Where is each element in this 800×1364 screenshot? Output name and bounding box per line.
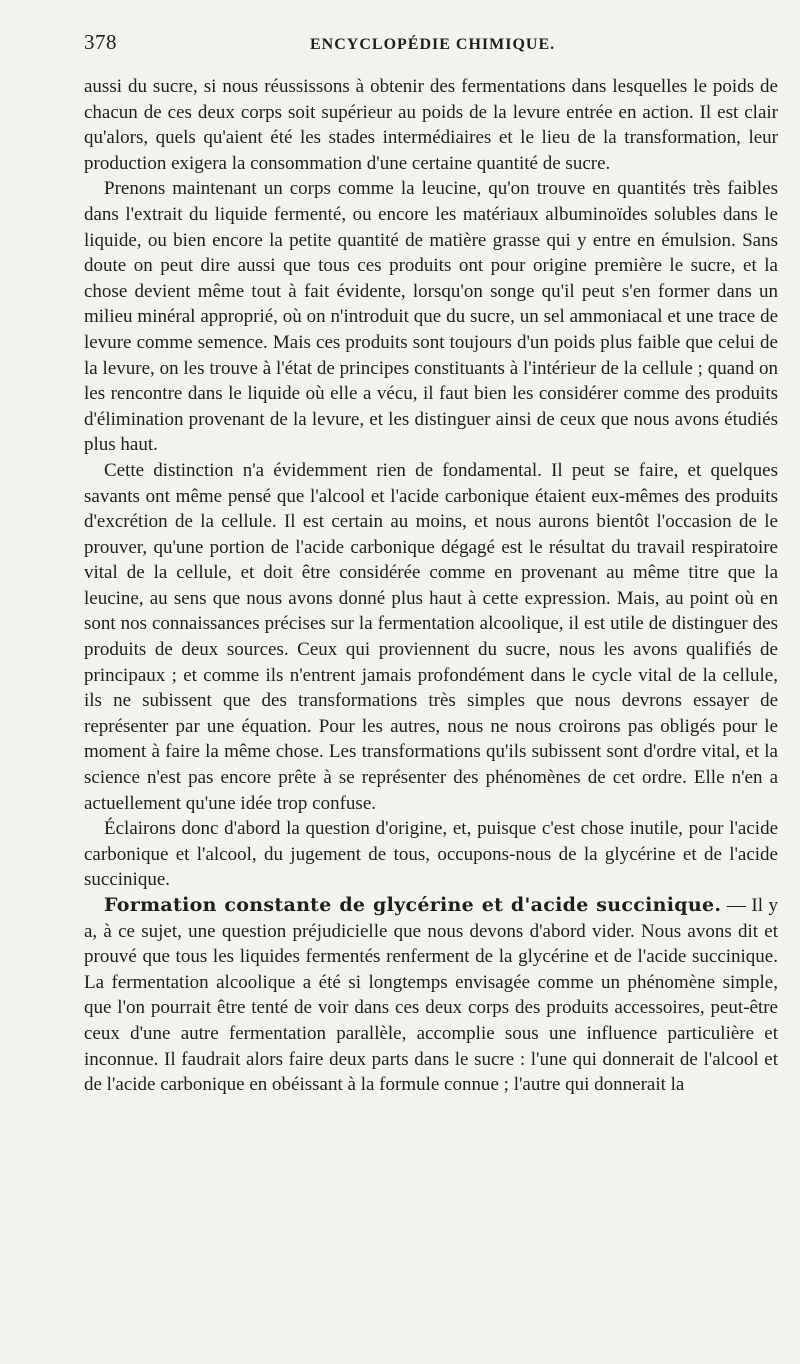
section-text: Il y a, à ce sujet, une question préjudicielle que nous devons d'abord vider. Nous avons dit et prouvé que tous les liquides fermentés renferment de la glycérine et de l'acide succinique. La fermentation alcoolique a été si longtemps envisagée comme un phénomène simple, que l'on pourrait être tenté de voir dans ces deux corps des produits accessoires, peut-être ceux d'une autre fermentation parallèle, accomplie sous une influence particulière et inconnue. Il faudrait alors faire deux parts dans le sucre : l'une qui donnerait de l'alcool et de l'acide carbonique en obéissant à la formule connue ; l'autre qui donnerait la: [84, 895, 779, 1096]
running-title: ENCYCLOPÉDIE CHIMIQUE.: [310, 36, 556, 53]
section-heading: Formation constante de glycérine et d'acide succinique.: [104, 894, 722, 916]
paragraph-continuation: aussi du sucre, si nous réussissons à obtenir des fermentations dans lesquelles le poids de chacun de ces deux corps soit supérieur au poids de la levure entrée en action. Il est clair qu'alors, quels qu'aient été les stades intermédiaires et le lieu de la transformation, leur production exigera la consommation d'une certaine quantité de sucre.: [84, 76, 778, 174]
page-header: [84, 30, 776, 62]
section-paragraph: [84, 893, 778, 1098]
paragraph: Prenons maintenant un corps comme la leucine, qu'on trouve en quantités très faibles dans l'extrait du liquide fermenté, ou encore les matériaux albuminoïdes solubles dans le liquide, ou bien encore la petite quantité de matière grasse qui y entre en émulsion. Sans doute on peut dire aussi que tous ces produits ont pour origine première le sucre, et la chose devient même tout à fait évidente, lorsqu'on songe qu'il peut s'en former dans un milieu minéral approprié, où on n'introduit que du sucre, un sel ammoniacal et une trace de levure comme semence. Mais ces produits sont toujours d'un poids plus faible que celui de la levure, on les trouve à l'état de principes constituants à l'intérieur de la cellule ; quand on les rencontre dans le liquide où elle a vécu, il faut bien les considérer comme des produits d'élimination provenant de la levure, et les distinguer ainsi de ceux que nous avons étudiés plus haut.: [84, 178, 778, 456]
body-text: [84, 74, 778, 1098]
paragraph: Éclairons donc d'abord la question d'origine, et, puisque c'est chose inutile, pour l'acide carbonique et l'alcool, du jugement de tous, occupons-nous de la glycérine et de l'acide succinique.: [84, 818, 778, 891]
section-heading-dash: —: [721, 895, 752, 916]
paragraph: Cette distinction n'a évidemment rien de fondamental. Il peut se faire, et quelques savants ont même pensé que l'alcool et l'acide carbonique étaient eux-mêmes des produits d'excrétion de la cellule. Il est certain au moins, et nous aurons bientôt l'occasion de le prouver, qu'une portion de l'acide carbonique dégagé est le résultat du travail respiratoire vital de la cellule, et doit être considérée comme en provenant au même titre que la leucine, au sens que nous avons donné plus haut à cette expression. Mais, au point où en sont nos connaissances précises sur la fermentation alcoolique, il est utile de distinguer des produits de deux sources. Ceux qui proviennent du sucre, nous les avons qualifiés de principaux ; et comme ils n'entrent jamais profondément dans le cycle vital de la cellule, ils ne subissent que des transformations très simples que nous devrons essayer de représenter par une équation. Pour les autres, nous ne nous croirons pas obligés pour le moment à faire la même chose. Les transformations qu'ils subissent sont d'ordre vital, et la science n'est pas encore prête à se représenter des phénomènes de cet ordre. Elle n'en a actuellement qu'une idée trop confuse.: [84, 459, 778, 814]
page-number: 378: [84, 30, 117, 54]
